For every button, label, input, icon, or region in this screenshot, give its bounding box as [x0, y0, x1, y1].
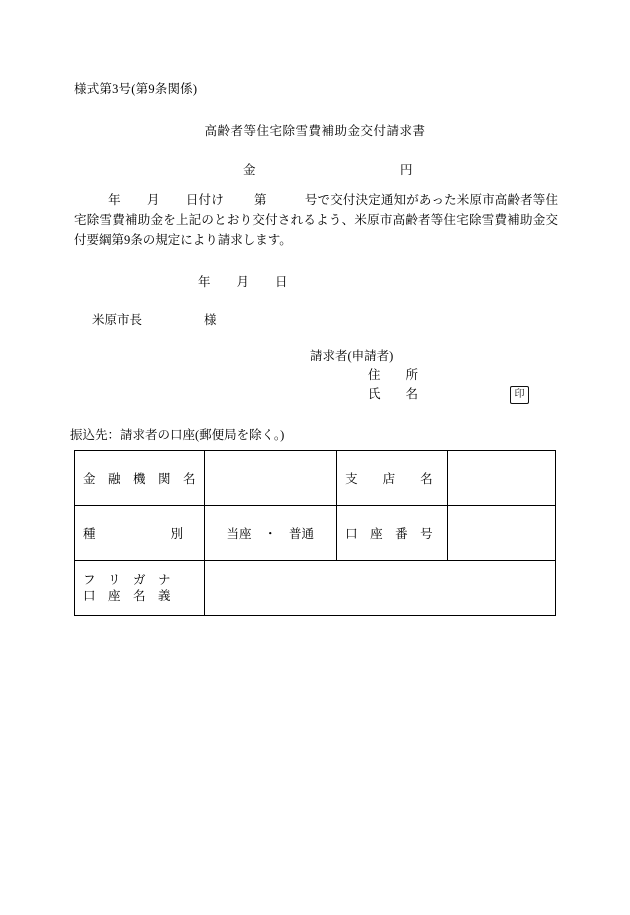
request-date-month: 月	[236, 275, 250, 289]
seal-stamp-icon: 印	[510, 386, 529, 404]
account-number-label: 口 座 番 号	[337, 506, 448, 561]
account-holder-kana-label: フ リ ガ ナ	[83, 573, 171, 587]
request-date-year: 年	[198, 275, 211, 289]
account-type-label: 種 別	[75, 506, 205, 561]
account-holder-name-label: 口 座 名 義	[83, 589, 171, 603]
applicant-block	[310, 347, 418, 404]
body-number-label: 第	[253, 193, 267, 207]
transfer-note: 振込先：請求者の口座(郵便局を除く。)	[70, 428, 285, 442]
account-holder-value[interactable]	[204, 561, 555, 616]
account-number-value[interactable]	[447, 506, 555, 561]
table-row	[75, 506, 556, 561]
table-row	[75, 451, 556, 506]
amount-label-en: 円	[400, 163, 413, 177]
table-row	[75, 561, 556, 616]
applicant-heading: 請求者(申請者)	[310, 349, 394, 363]
body-month-label: 月	[146, 193, 160, 207]
request-date	[198, 272, 288, 290]
account-type-value[interactable]: 当座 ・ 普通	[204, 506, 337, 561]
addressee-honorific: 様	[204, 313, 217, 327]
branch-name-label: 支 店 名	[337, 451, 448, 506]
addressee-name: 米原市長	[92, 313, 143, 327]
applicant-name-label: 氏 名	[368, 387, 419, 401]
body-text: 号で交付決定通知があった米原市高齢者等住宅除雪費補助金を上記のとおり交付されるよう、米原市高齢者等住宅除雪費補助金交付要綱第9条の規定により請求します。	[74, 193, 558, 247]
body-year-label: 年	[108, 193, 121, 207]
applicant-address-label: 住 所	[368, 368, 419, 382]
page-title: 高齢者等住宅除雪費補助金交付請求書	[204, 124, 426, 138]
branch-name-value[interactable]	[447, 451, 555, 506]
request-date-day: 日	[275, 275, 288, 289]
addressee-line	[92, 310, 217, 328]
form-number: 様式第3号(第9条関係)	[74, 82, 198, 96]
amount-label-kin: 金	[243, 163, 256, 177]
account-holder-label	[75, 561, 205, 616]
body-dated-label: 日付け	[185, 193, 224, 207]
body-paragraph	[74, 190, 558, 250]
bank-name-value[interactable]	[204, 451, 337, 506]
bank-account-table	[74, 450, 556, 616]
bank-name-label: 金 融 機 関 名	[75, 451, 205, 506]
